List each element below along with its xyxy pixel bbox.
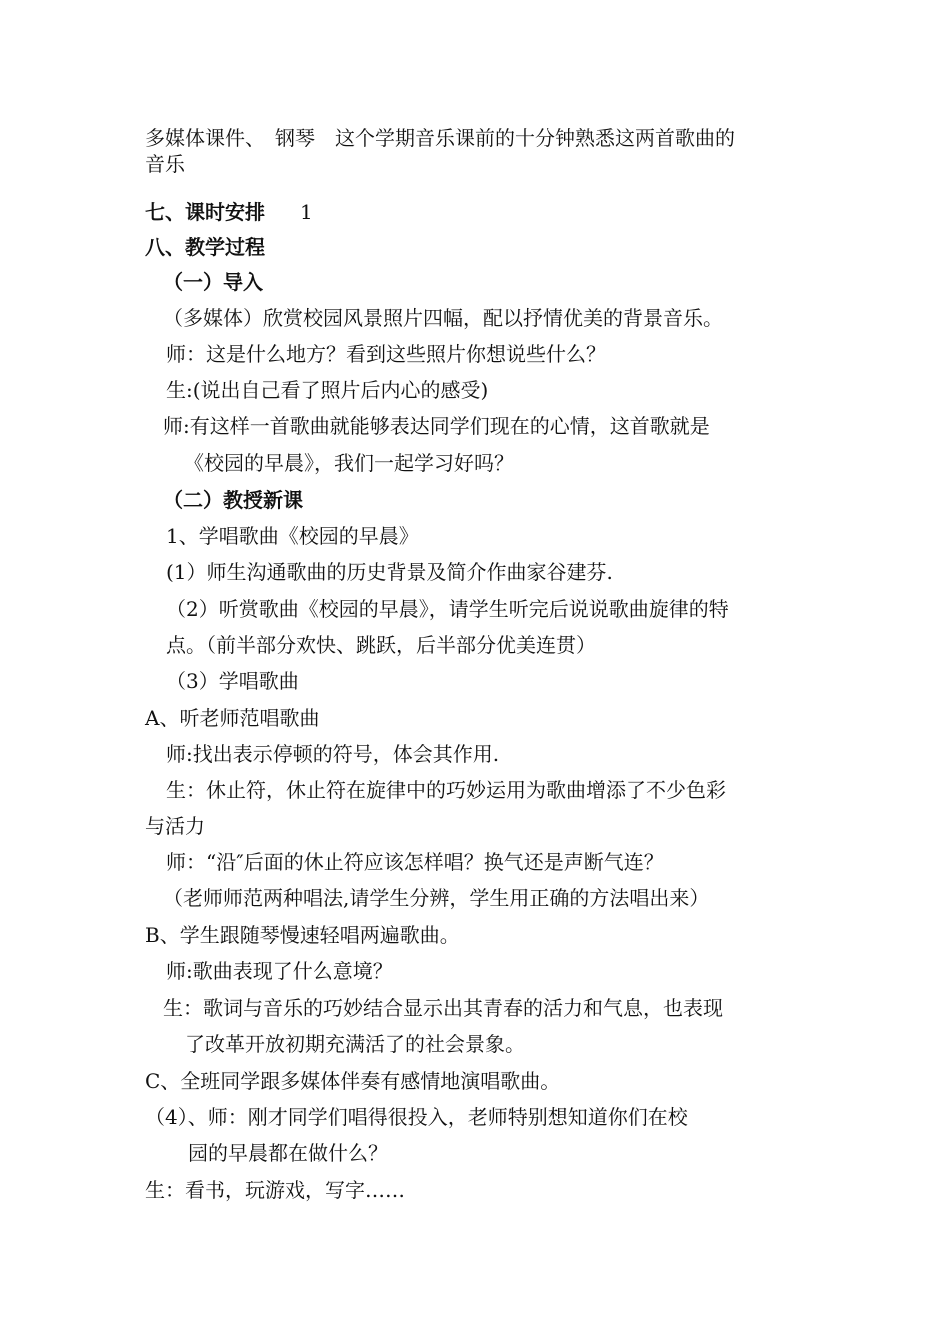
part-2-line: 了改革开放初期充满活了的社会景象。 (185, 1032, 525, 1056)
part-1-line: （多媒体）欣赏校园风景照片四幅，配以抒情优美的背景音乐。 (163, 306, 723, 330)
part-2-line: 点。（前半部分欢快、跳跃，后半部分优美连贯） (166, 633, 596, 657)
part-2-line: 生：看书，玩游戏，写字…… (145, 1178, 405, 1202)
part-2-heading: （二）教授新课 (163, 488, 303, 512)
part-2-line: 与活力 (145, 814, 205, 838)
part-2-line: C、全班同学跟多媒体伴奏有感情地演唱歌曲。 (145, 1069, 561, 1093)
part-2-line: （3）学唱歌曲 (166, 669, 299, 693)
part-1-line: 师:有这样一首歌曲就能够表达同学们现在的心情，这首歌就是 (163, 414, 710, 438)
materials-line-1: 多媒体课件、 钢琴 这个学期音乐课前的十分钟熟悉这两首歌曲的 (145, 126, 735, 150)
part-2-line: 生：歌词与音乐的巧妙结合显示出其青春的活力和气息，也表现 (163, 996, 723, 1020)
part-2-line: 生：休止符，休止符在旋律中的巧妙运用为歌曲增添了不少色彩 (166, 778, 726, 802)
part-2-line: 1、学唱歌曲《校园的早晨》 (166, 524, 419, 548)
part-2-line: B、学生跟随琴慢速轻唱两遍歌曲。 (145, 923, 460, 947)
part-1-line: 《校园的早晨》，我们一起学习好吗？ (184, 451, 514, 475)
part-2-line: (1）师生沟通歌曲的历史背景及简介作曲家谷建芬. (166, 560, 613, 584)
part-2-line: 师：“沿″后面的休止符应该怎样唱？换气还是声断气连？ (166, 850, 664, 874)
part-2-line: A、听老师范唱歌曲 (145, 706, 320, 730)
section-7-heading: 七、课时安排 (145, 200, 265, 224)
part-2-line: 园的早晨都在做什么？ (188, 1141, 388, 1165)
part-2-line: 师:歌曲表现了什么意境？ (166, 959, 393, 983)
part-1-line: 师：这是什么地方？看到这些照片你想说些什么？ (166, 342, 606, 366)
part-1-line: 生:(说出自己看了照片后内心的感受) (166, 378, 489, 402)
section-8-heading: 八、教学过程 (145, 235, 265, 259)
part-2-line: （4）、师：刚才同学们唱得很投入，老师特别想知道你们在校 (145, 1105, 688, 1129)
part-2-line: （老师师范两种唱法,请学生分辨，学生用正确的方法唱出来） (163, 886, 710, 910)
materials-line-2: 音乐 (145, 152, 185, 176)
section-7-value: 1 (300, 200, 313, 224)
part-2-line: （2）听赏歌曲《校园的早晨》，请学生听完后说说歌曲旋律的特 (166, 597, 729, 621)
part-1-heading: （一）导入 (163, 270, 263, 294)
part-2-line: 师:找出表示停顿的符号，体会其作用. (166, 742, 500, 766)
